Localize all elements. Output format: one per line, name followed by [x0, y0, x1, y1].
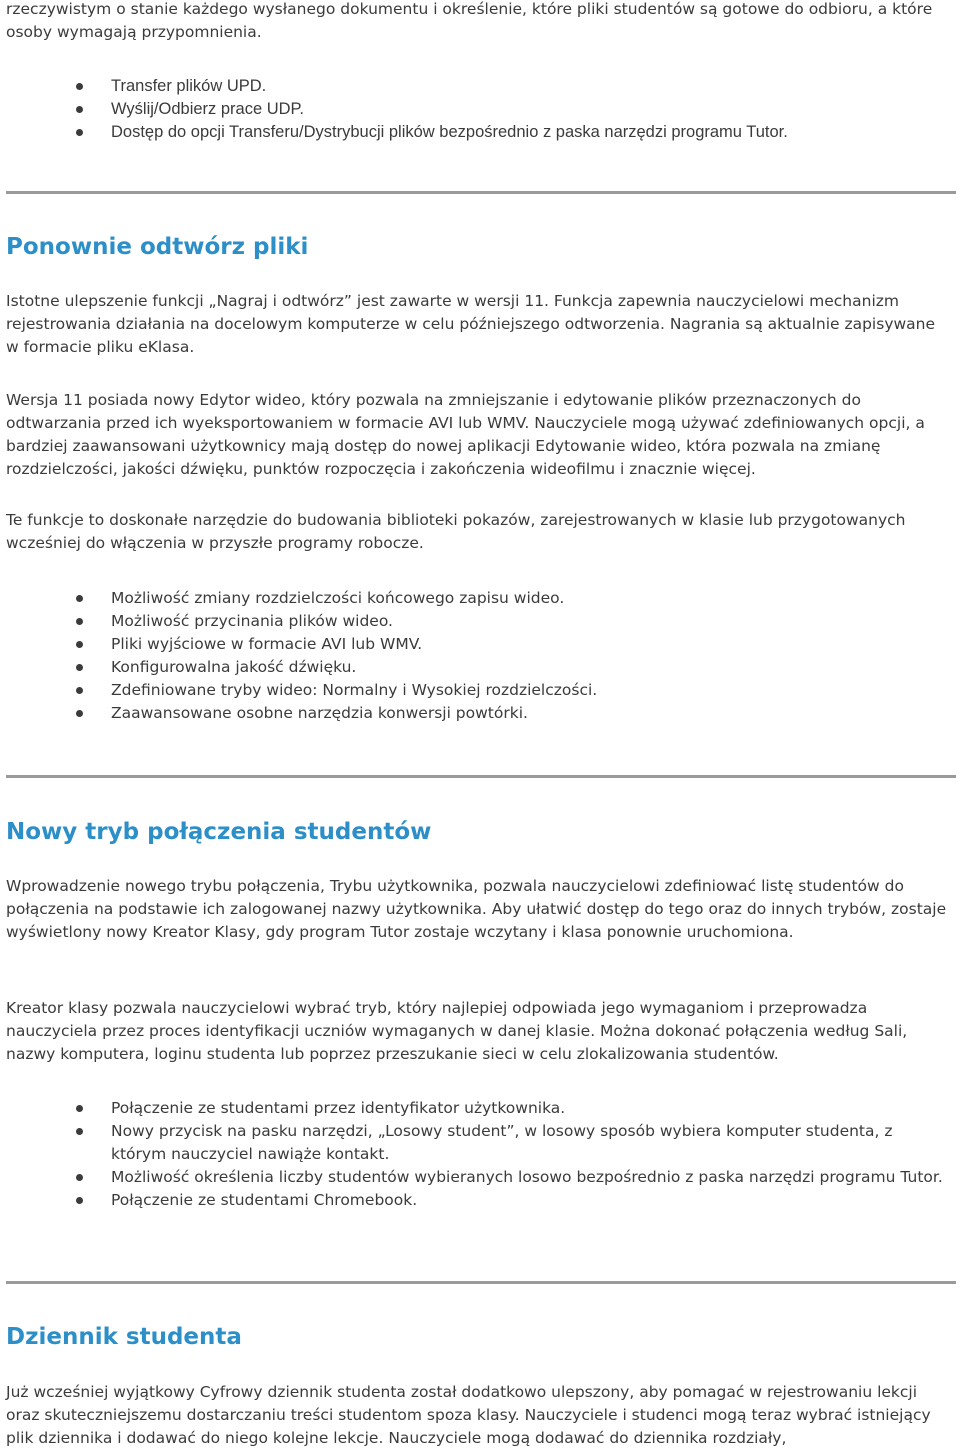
- section-divider: [6, 191, 956, 194]
- intro-paragraph: rzeczywistym o stanie każdego wysłanego dokumentu i określenie, które pliki studentów są gotowe do odbioru, a które osoby wymagają przypomnienia.: [6, 0, 933, 41]
- section-heading-journal: Dziennik studenta: [6, 1324, 242, 1350]
- paragraph: Kreator klasy pozwala nauczycielowi wybrać tryb, który najlepiej odpowiada jego wymaganiom i przeprowadza nauczyciela przez proces identyfikacji uczniów wymaganych w danej klasie. Można dokonać połączenia według Sali, nazwy komputera, loginu studenta lub poprzez przeszukanie sieci w celu zlokalizowania studentów.: [6, 999, 908, 1063]
- section-divider: [6, 1281, 956, 1284]
- list-item: Konfigurowalna jakość dźwięku.: [6, 656, 950, 679]
- section-divider: [6, 775, 956, 778]
- list-item: Zdefiniowane tryby wideo: Normalny i Wysokiej rozdzielczości.: [6, 679, 950, 702]
- list-item: Dostęp do opcji Transferu/Dystrybucji plików bezpośrednio z paska narzędzi programu Tutor.: [6, 121, 950, 144]
- intro-block: [6, 0, 950, 44]
- list-item: Możliwość zmiany rozdzielczości końcowego zapisu wideo.: [6, 587, 950, 610]
- list-item: Połączenie ze studentami Chromebook.: [6, 1189, 950, 1212]
- list-item: Nowy przycisk na pasku narzędzi, „Losowy student”, w losowy sposób wybiera komputer studenta, z którym nauczyciel nawiąże kontakt.: [6, 1120, 950, 1166]
- list-item: Wyślij/Odbierz prace UDP.: [6, 98, 950, 121]
- paragraph: Te funkcje to doskonałe narzędzie do budowania biblioteki pokazów, zarejestrowanych w klasie lub przygotowanych wcześniej do włączenia w przyszłe programy robocze.: [6, 511, 906, 552]
- paragraph: Istotne ulepszenie funkcji „Nagraj i odtwórz” jest zawarte w wersji 11. Funkcja zapewnia nauczycielowi mechanizm rejestrowania działania na docelowym komputerze w celu późniejszego odtworzenia. Nagrania są aktualnie zapisywane w formacie pliku eKlasa.: [6, 292, 936, 356]
- list-item: Połączenie ze studentami przez identyfikator użytkownika.: [6, 1097, 950, 1120]
- paragraph: Już wcześniej wyjątkowy Cyfrowy dziennik studenta został dodatkowo ulepszony, aby pomagać w rejestrowaniu lekcji oraz skuteczniejszemu dostarczaniu treści studentom spoza klasy. Nauczyciele i studenci mogą teraz wybrać istniejący plik dziennika i dodawać do niego kolejne lekcje. Nauczyciele mogą dodawać do dziennika rozdziały,: [6, 1383, 931, 1447]
- paragraph: Wprowadzenie nowego trybu połączenia, Trybu użytkownika, pozwala nauczycielowi zdefiniować listę studentów do połączenia na podstawie ich zalogowanej nazwy użytkownika. Aby ułatwić dostęp do tego oraz do innych trybów, zostaje wyświetlony nowy Kreator Klasy, gdy program Tutor zostaje wczytany i klasa ponownie uruchomiona.: [6, 877, 947, 941]
- list-item: Możliwość przycinania plików wideo.: [6, 610, 950, 633]
- paragraph: Wersja 11 posiada nowy Edytor wideo, który pozwala na zmniejszanie i edytowanie plików przeznaczonych do odtwarzania przed ich wyeksportowaniem w formacie AVI lub WMV. Nauczyciele mogą używać zdefiniowanych opcji, a bardziej zaawansowani użytkownicy mają dostęp do nowej aplikacji Edytowanie wideo, która pozwala na zmianę rozdzielczości, jakości dźwięku, punktów rozpoczęcia i zakończenia wideofilmu i znacznie więcej.: [6, 391, 925, 478]
- intro-bullet-list: [6, 75, 950, 144]
- list-item: Transfer plików UPD.: [6, 75, 950, 98]
- section-heading-connect: Nowy tryb połączenia studentów: [6, 819, 432, 845]
- replay-bullet-list: [6, 587, 950, 725]
- list-item: Zaawansowane osobne narzędzia konwersji powtórki.: [6, 702, 950, 725]
- section-heading-replay: Ponownie odtwórz pliki: [6, 234, 309, 260]
- list-item: Możliwość określenia liczby studentów wybieranych losowo bezpośrednio z paska narzędzi programu Tutor.: [6, 1166, 950, 1189]
- connect-bullet-list: [6, 1097, 950, 1212]
- list-item: Pliki wyjściowe w formacie AVI lub WMV.: [6, 633, 950, 656]
